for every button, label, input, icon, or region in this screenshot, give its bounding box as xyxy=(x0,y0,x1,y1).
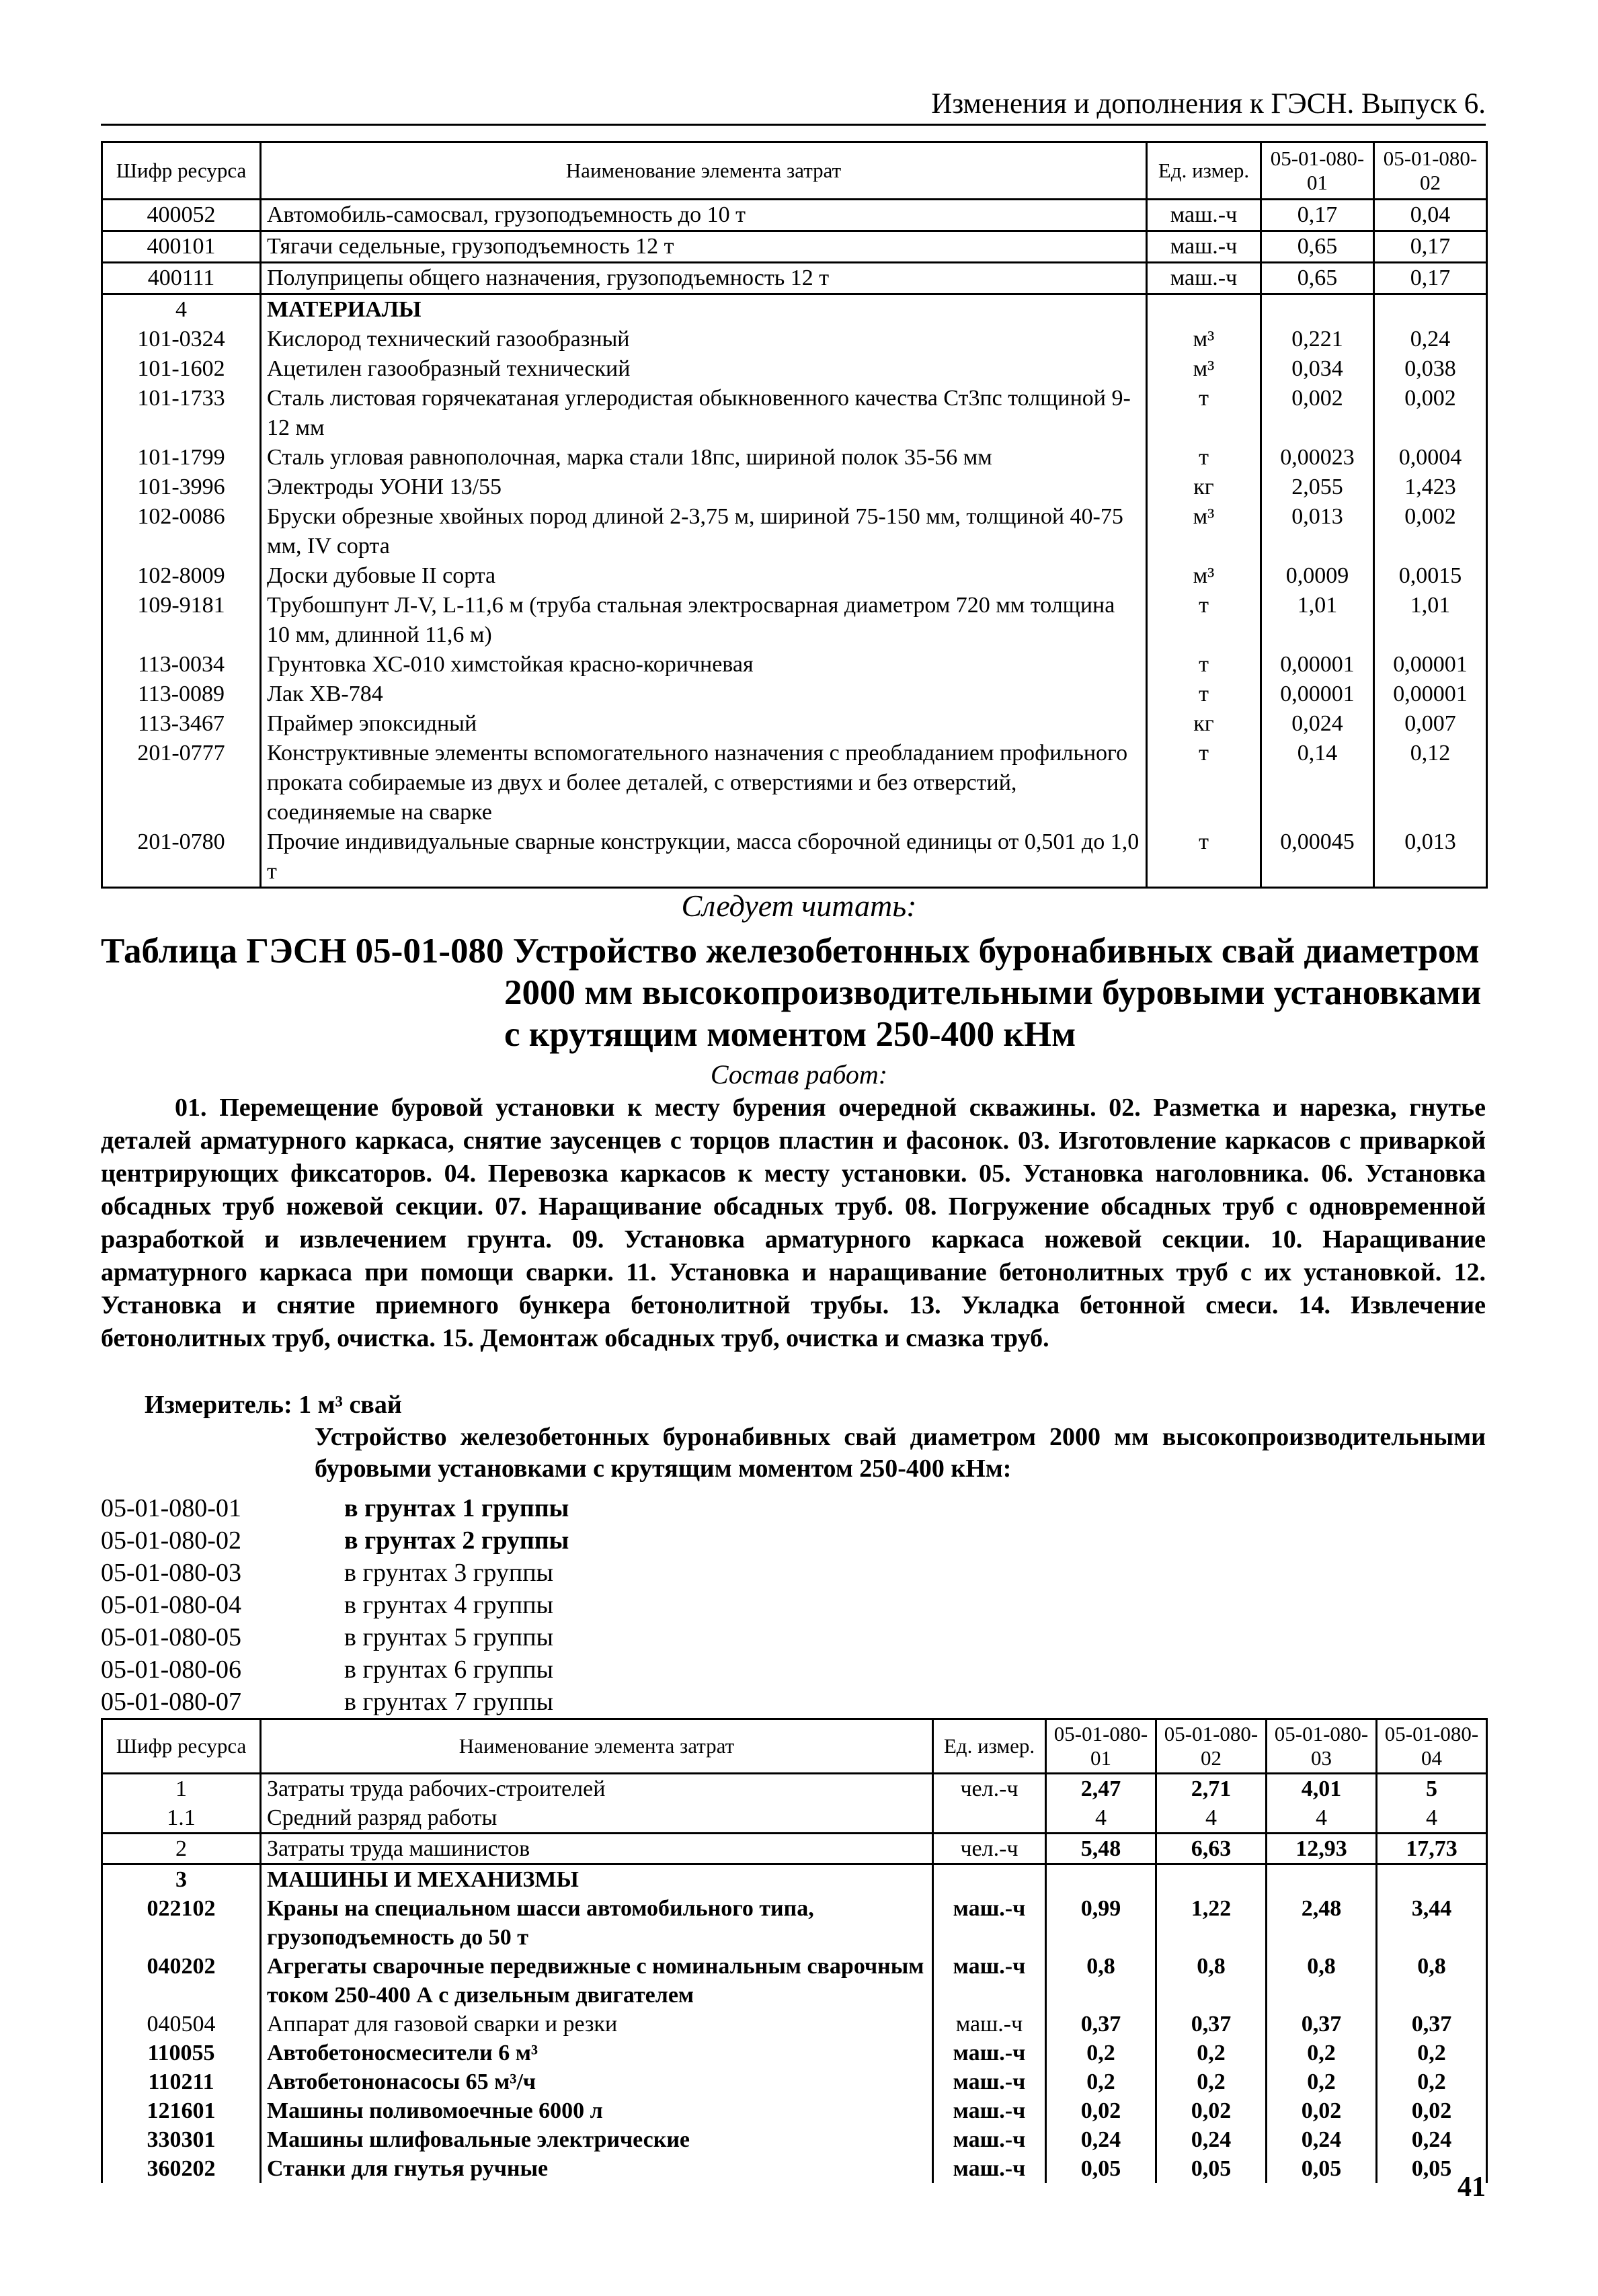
header-col-1: 05-01-080-01 xyxy=(1261,142,1374,200)
cell-value-2: 1,423 xyxy=(1374,473,1487,502)
cell-value-1: 4 xyxy=(1046,1803,1156,1834)
table-header-row xyxy=(102,1719,1487,1774)
cell-unit: маш.-ч xyxy=(933,2010,1046,2039)
variant-text: в грунтах 7 группы xyxy=(344,1688,554,1716)
cell-unit: т xyxy=(1147,827,1261,888)
cell-name: Конструктивные элементы вспомогательного назначения с преобладанием профильного проката собираемые из двух и более деталей, с отверстиями и без отверстий, соединяемые на сварке xyxy=(261,739,1147,827)
cell-unit xyxy=(1147,294,1261,325)
cell-value-2: 0,05 xyxy=(1156,2154,1267,2183)
header-col-1: 05-01-080-01 xyxy=(1046,1719,1156,1774)
cell-unit: т xyxy=(1147,650,1261,680)
cell-unit: м³ xyxy=(1147,354,1261,384)
cell-unit: маш.-ч xyxy=(933,2154,1046,2183)
variant-code: 05-01-080-07 xyxy=(101,1688,241,1716)
cell-value-2: 1,22 xyxy=(1156,1894,1267,1952)
table-row xyxy=(102,2125,1487,2154)
cell-value-1: 0,37 xyxy=(1046,2010,1156,2039)
cell-unit: т xyxy=(1147,591,1261,650)
running-header: Изменения и дополнения к ГЭСН. Выпуск 6. xyxy=(101,86,1486,126)
cell-code: 101-1733 xyxy=(102,384,261,443)
cell-unit: маш.-ч xyxy=(933,2039,1046,2067)
cell-value-3: 0,05 xyxy=(1267,2154,1377,2183)
cell-name: Тягачи седельные, грузоподъемность 12 т xyxy=(261,231,1147,263)
cell-name: Средний разряд работы xyxy=(261,1803,933,1834)
cell-name: Затраты труда машинистов xyxy=(261,1834,933,1864)
cell-code: 201-0780 xyxy=(102,827,261,888)
table-row xyxy=(102,827,1487,888)
table-row xyxy=(102,1864,1487,1895)
variant-code: 05-01-080-06 xyxy=(101,1655,241,1684)
table-resources-part1 xyxy=(101,141,1488,889)
cell-value-2: 0,02 xyxy=(1156,2096,1267,2125)
cell-value-2: 0,04 xyxy=(1374,200,1487,231)
cell-value-3: 2,48 xyxy=(1267,1894,1377,1952)
table-row xyxy=(102,263,1487,294)
cell-name: МАТЕРИАЛЫ xyxy=(261,294,1147,325)
table-row xyxy=(102,709,1487,739)
cell-value-1: 0,0009 xyxy=(1261,561,1374,591)
table2-body xyxy=(102,1774,1487,2184)
variant-code: 05-01-080-04 xyxy=(101,1591,241,1619)
cell-value-2: 0,17 xyxy=(1374,231,1487,263)
cell-code: 3 xyxy=(102,1864,261,1895)
cell-value-2: 2,71 xyxy=(1156,1774,1267,1804)
cell-value-2: 0,00001 xyxy=(1374,650,1487,680)
cell-value-3: 12,93 xyxy=(1267,1834,1377,1864)
cell-value-1: 0,024 xyxy=(1261,709,1374,739)
cell-value-1: 0,221 xyxy=(1261,325,1374,354)
cell-value-3: 0,8 xyxy=(1267,1952,1377,2010)
cell-code: 400052 xyxy=(102,200,261,231)
cell-unit: т xyxy=(1147,384,1261,443)
cell-name: Лак ХВ-784 xyxy=(261,680,1147,709)
cell-code: 109-9181 xyxy=(102,591,261,650)
cell-value-1: 5,48 xyxy=(1046,1834,1156,1864)
cell-code: 040202 xyxy=(102,1952,261,2010)
table-row xyxy=(102,1803,1487,1834)
cell-value-3: 0,2 xyxy=(1267,2067,1377,2096)
table1-body xyxy=(102,200,1487,888)
cell-value-3: 4,01 xyxy=(1267,1774,1377,1804)
work-composition-heading: Состав работ: xyxy=(710,1059,888,1090)
variant-code: 05-01-080-01 xyxy=(101,1494,241,1522)
cell-value-4: 3,44 xyxy=(1377,1894,1487,1952)
cell-unit: маш.-ч xyxy=(1147,200,1261,231)
cell-code: 101-1799 xyxy=(102,443,261,473)
table-header-row xyxy=(102,142,1487,200)
table-row xyxy=(102,2154,1487,2183)
variant-item xyxy=(101,1492,1042,1524)
cell-value-1: 0,65 xyxy=(1261,263,1374,294)
cell-code: 201-0777 xyxy=(102,739,261,827)
page-number: 41 xyxy=(1457,2172,1486,2203)
cell-value-4: 5 xyxy=(1377,1774,1487,1804)
cell-value-2: 1,01 xyxy=(1374,591,1487,650)
cell-code: 113-0034 xyxy=(102,650,261,680)
header-col-2: 05-01-080-02 xyxy=(1374,142,1487,200)
cell-value-4: 4 xyxy=(1377,1803,1487,1834)
cell-value-1: 0,002 xyxy=(1261,384,1374,443)
cell-value-2: 0,37 xyxy=(1156,2010,1267,2039)
cell-unit: маш.-ч xyxy=(933,1894,1046,1952)
cell-name: Краны на специальном шасси автомобильного типа, грузоподъемность до 50 т xyxy=(261,1894,933,1952)
cell-value-4: 0,05 xyxy=(1377,2154,1487,2183)
cell-value-1: 0,013 xyxy=(1261,502,1374,561)
cell-value-2: 0,00001 xyxy=(1374,680,1487,709)
cell-name: Автобетононасосы 65 м³/ч xyxy=(261,2067,933,2096)
cell-value-1: 0,034 xyxy=(1261,354,1374,384)
table-row xyxy=(102,2010,1487,2039)
cell-name: Станки для гнутья ручные xyxy=(261,2154,933,2183)
cell-value-2 xyxy=(1374,294,1487,325)
cell-value-1: 0,17 xyxy=(1261,200,1374,231)
table-row xyxy=(102,2039,1487,2067)
cell-value-2: 0,038 xyxy=(1374,354,1487,384)
header-code: Шифр ресурса xyxy=(102,1719,261,1774)
cell-unit: т xyxy=(1147,739,1261,827)
cell-value-1: 0,99 xyxy=(1046,1894,1156,1952)
cell-unit: чел.-ч xyxy=(933,1834,1046,1864)
cell-code: 1.1 xyxy=(102,1803,261,1834)
cell-value-1: 0,05 xyxy=(1046,2154,1156,2183)
table-row xyxy=(102,473,1487,502)
cell-code: 113-3467 xyxy=(102,709,261,739)
header-unit: Ед. измер. xyxy=(933,1719,1046,1774)
cell-code: 102-0086 xyxy=(102,502,261,561)
table-row xyxy=(102,354,1487,384)
cell-name: Кислород технический газообразный xyxy=(261,325,1147,354)
variant-code: 05-01-080-03 xyxy=(101,1559,241,1587)
table-row xyxy=(102,1952,1487,2010)
cell-value-2: 0,2 xyxy=(1156,2039,1267,2067)
cell-value-4: 17,73 xyxy=(1377,1834,1487,1864)
variant-text: в грунтах 1 группы xyxy=(344,1494,569,1522)
cell-unit: т xyxy=(1147,443,1261,473)
cell-unit: чел.-ч xyxy=(933,1774,1046,1804)
cell-value-4: 0,2 xyxy=(1377,2067,1487,2096)
cell-code: 101-0324 xyxy=(102,325,261,354)
cell-unit: м³ xyxy=(1147,325,1261,354)
cell-name: Праймер эпоксидный xyxy=(261,709,1147,739)
cell-code: 400111 xyxy=(102,263,261,294)
cell-unit: м³ xyxy=(1147,502,1261,561)
cell-value-4: 0,2 xyxy=(1377,2039,1487,2067)
cell-value-1: 0,00001 xyxy=(1261,680,1374,709)
cell-code: 022102 xyxy=(102,1894,261,1952)
cell-value-1: 0,8 xyxy=(1046,1952,1156,2010)
table-row xyxy=(102,231,1487,263)
cell-name: Затраты труда рабочих-строителей xyxy=(261,1774,933,1804)
cell-unit: м³ xyxy=(1147,561,1261,591)
cell-unit: маш.-ч xyxy=(933,1952,1046,2010)
cell-value-2: 0,0004 xyxy=(1374,443,1487,473)
cell-value-1: 2,47 xyxy=(1046,1774,1156,1804)
cell-name: Сталь листовая горячекатаная углеродистая обыкновенного качества Ст3пс толщиной 9-12 мм xyxy=(261,384,1147,443)
cell-code: 102-8009 xyxy=(102,561,261,591)
cell-unit: кг xyxy=(1147,709,1261,739)
variant-item xyxy=(101,1557,1042,1589)
cell-value-2 xyxy=(1156,1864,1267,1895)
header-col-4: 05-01-080-04 xyxy=(1377,1719,1487,1774)
cell-unit: маш.-ч xyxy=(1147,263,1261,294)
cell-name: Доски дубовые II сорта xyxy=(261,561,1147,591)
cell-value-1: 0,00045 xyxy=(1261,827,1374,888)
table-row xyxy=(102,1894,1487,1952)
table-row xyxy=(102,443,1487,473)
cell-code: 040504 xyxy=(102,2010,261,2039)
table-resources-part2 xyxy=(101,1718,1488,2183)
cell-value-3: 0,37 xyxy=(1267,2010,1377,2039)
cell-value-4: 0,37 xyxy=(1377,2010,1487,2039)
header-unit: Ед. измер. xyxy=(1147,142,1261,200)
cell-unit xyxy=(933,1864,1046,1895)
cell-code: 360202 xyxy=(102,2154,261,2183)
variants-intro: Устройство железобетонных буронабивных свай диаметром 2000 мм высокопроизводительными буровыми установками с крутящим моментом 250-400 кНм: xyxy=(315,1423,1486,1483)
cell-value-2: 0,24 xyxy=(1374,325,1487,354)
cell-value-1 xyxy=(1046,1864,1156,1895)
variant-code: 05-01-080-02 xyxy=(101,1526,241,1555)
cell-value-1 xyxy=(1261,294,1374,325)
variant-item xyxy=(101,1653,1042,1686)
cell-name: Трубошпунт Л-V, L-11,6 м (труба стальная электросварная диаметром 720 мм толщина 10 мм, длинной 11,6 м) xyxy=(261,591,1147,650)
cell-code: 121601 xyxy=(102,2096,261,2125)
variant-item xyxy=(101,1524,1042,1557)
table-row xyxy=(102,561,1487,591)
variant-text: в грунтах 3 группы xyxy=(344,1559,554,1587)
follow-read-note: Следует читать: xyxy=(681,889,917,923)
variant-item xyxy=(101,1589,1042,1621)
cell-value-1: 0,00023 xyxy=(1261,443,1374,473)
cell-value-1: 0,02 xyxy=(1046,2096,1156,2125)
cell-value-4: 0,02 xyxy=(1377,2096,1487,2125)
cell-value-2: 0,17 xyxy=(1374,263,1487,294)
cell-unit: маш.-ч xyxy=(933,2096,1046,2125)
cell-value-3 xyxy=(1267,1864,1377,1895)
cell-value-2: 0,2 xyxy=(1156,2067,1267,2096)
cell-value-1: 0,2 xyxy=(1046,2039,1156,2067)
cell-value-1: 0,2 xyxy=(1046,2067,1156,2096)
cell-name: Ацетилен газообразный технический xyxy=(261,354,1147,384)
variants-list xyxy=(101,1492,1042,1718)
table-row xyxy=(102,1774,1487,1804)
cell-name: Аппарат для газовой сварки и резки xyxy=(261,2010,933,2039)
header-col-3: 05-01-080-03 xyxy=(1267,1719,1377,1774)
cell-value-2: 0,007 xyxy=(1374,709,1487,739)
cell-name: Полуприцепы общего назначения, грузоподъемность 12 т xyxy=(261,263,1147,294)
work-composition-text: 01. Перемещение буровой установки к месту бурения очередной скважины. 02. Разметка и нарезка, гнутье деталей арматурного каркаса, снятие заусенцев с торцов пластин и фасонок. 03. Изготовление каркасов с приваркой центрирующих фиксаторов. 04. Перевозка каркасов к месту установки. 05. Установка наголовника. 06. Установка обсадных труб ножевой секции. 07. Наращивание обсадных труб. 08. Погружение обсадных труб с одновременной разработкой и извлечением грунта. 09. Установка арматурного каркаса ножевой секции. 10. Наращивание арматурного каркаса при помощи сварки. 11. Установка и наращивание бетонолитных труб с их установкой. 12. Установка и снятие приемного бункера бетонолитной трубы. 13. Укладка бетонной смеси. 14. Извлечение бетонолитных труб, очистка. 15. Демонтаж обсадных труб, очистка и смазка труб. xyxy=(101,1094,1486,1352)
cell-name: Агрегаты сварочные передвижные с номинальным сварочным током 250-400 А с дизельным двигателем xyxy=(261,1952,933,2010)
cell-name: Бруски обрезные хвойных пород длиной 2-3,75 м, шириной 75-150 мм, толщиной 40-75 мм, IV сорта xyxy=(261,502,1147,561)
table-row xyxy=(102,2067,1487,2096)
cell-value-4: 0,8 xyxy=(1377,1952,1487,2010)
cell-name: МАШИНЫ И МЕХАНИЗМЫ xyxy=(261,1864,933,1895)
cell-value-4 xyxy=(1377,1864,1487,1895)
cell-name: Грунтовка ХС-010 химстойкая красно-коричневая xyxy=(261,650,1147,680)
cell-value-4: 0,24 xyxy=(1377,2125,1487,2154)
cell-name: Автобетоносмесители 6 м³ xyxy=(261,2039,933,2067)
cell-value-2: 0,002 xyxy=(1374,502,1487,561)
cell-value-2: 0,12 xyxy=(1374,739,1487,827)
cell-unit: маш.-ч xyxy=(933,2125,1046,2154)
variant-item xyxy=(101,1621,1042,1653)
cell-value-3: 0,24 xyxy=(1267,2125,1377,2154)
cell-unit: т xyxy=(1147,680,1261,709)
cell-name: Автомобиль-самосвал, грузоподъемность до 10 т xyxy=(261,200,1147,231)
table-row xyxy=(102,294,1487,325)
cell-value-2: 0,24 xyxy=(1156,2125,1267,2154)
cell-value-2: 0,013 xyxy=(1374,827,1487,888)
cell-value-1: 2,055 xyxy=(1261,473,1374,502)
variant-text: в грунтах 2 группы xyxy=(344,1526,569,1555)
cell-code: 2 xyxy=(102,1834,261,1864)
table-row xyxy=(102,591,1487,650)
measurement-unit: Измеритель: 1 м³ свай xyxy=(145,1391,402,1419)
header-code: Шифр ресурса xyxy=(102,142,261,200)
cell-code: 330301 xyxy=(102,2125,261,2154)
table-row xyxy=(102,502,1487,561)
cell-value-2: 0,0015 xyxy=(1374,561,1487,591)
header-name: Наименование элемента затрат xyxy=(261,1719,933,1774)
cell-code: 1 xyxy=(102,1774,261,1804)
cell-unit: маш.-ч xyxy=(933,2067,1046,2096)
cell-value-1: 1,01 xyxy=(1261,591,1374,650)
cell-value-2: 4 xyxy=(1156,1803,1267,1834)
cell-unit xyxy=(933,1803,1046,1834)
table-title: Таблица ГЭСН 05-01-080 Устройство железобетонных буронабивных свай диаметром 2000 мм высокопроизводительными буровыми установками с крутящим моментом 250-400 кНм xyxy=(101,932,1482,1054)
table-row xyxy=(102,650,1487,680)
cell-code: 400101 xyxy=(102,231,261,263)
cell-value-2: 6,63 xyxy=(1156,1834,1267,1864)
cell-code: 101-3996 xyxy=(102,473,261,502)
cell-value-1: 0,24 xyxy=(1046,2125,1156,2154)
cell-code: 101-1602 xyxy=(102,354,261,384)
cell-value-1: 0,00001 xyxy=(1261,650,1374,680)
cell-unit: кг xyxy=(1147,473,1261,502)
cell-name: Машины шлифовальные электрические xyxy=(261,2125,933,2154)
cell-name: Прочие индивидуальные сварные конструкции, масса сборочной единицы от 0,501 до 1,0 т xyxy=(261,827,1147,888)
cell-value-2: 0,002 xyxy=(1374,384,1487,443)
header-col-2: 05-01-080-02 xyxy=(1156,1719,1267,1774)
cell-code: 110055 xyxy=(102,2039,261,2067)
table-row xyxy=(102,1834,1487,1864)
table-row xyxy=(102,2096,1487,2125)
cell-value-3: 0,02 xyxy=(1267,2096,1377,2125)
cell-name: Сталь угловая равнополочная, марка стали 18пс, шириной полок 35-56 мм xyxy=(261,443,1147,473)
cell-name: Машины поливомоечные 6000 л xyxy=(261,2096,933,2125)
variant-code: 05-01-080-05 xyxy=(101,1623,241,1651)
cell-code: 4 xyxy=(102,294,261,325)
cell-value-2: 0,8 xyxy=(1156,1952,1267,2010)
cell-code: 110211 xyxy=(102,2067,261,2096)
variant-text: в грунтах 4 группы xyxy=(344,1591,554,1619)
cell-value-1: 0,14 xyxy=(1261,739,1374,827)
table-row xyxy=(102,200,1487,231)
table-row xyxy=(102,739,1487,827)
table-row xyxy=(102,680,1487,709)
cell-name: Электроды УОНИ 13/55 xyxy=(261,473,1147,502)
variant-text: в грунтах 5 группы xyxy=(344,1623,554,1651)
cell-value-3: 4 xyxy=(1267,1803,1377,1834)
cell-code: 113-0089 xyxy=(102,680,261,709)
table-row xyxy=(102,325,1487,354)
variant-item xyxy=(101,1686,1042,1718)
table-row xyxy=(102,384,1487,443)
variant-text: в грунтах 6 группы xyxy=(344,1655,554,1684)
cell-unit: маш.-ч xyxy=(1147,231,1261,263)
cell-value-1: 0,65 xyxy=(1261,231,1374,263)
header-name: Наименование элемента затрат xyxy=(261,142,1147,200)
cell-value-3: 0,2 xyxy=(1267,2039,1377,2067)
